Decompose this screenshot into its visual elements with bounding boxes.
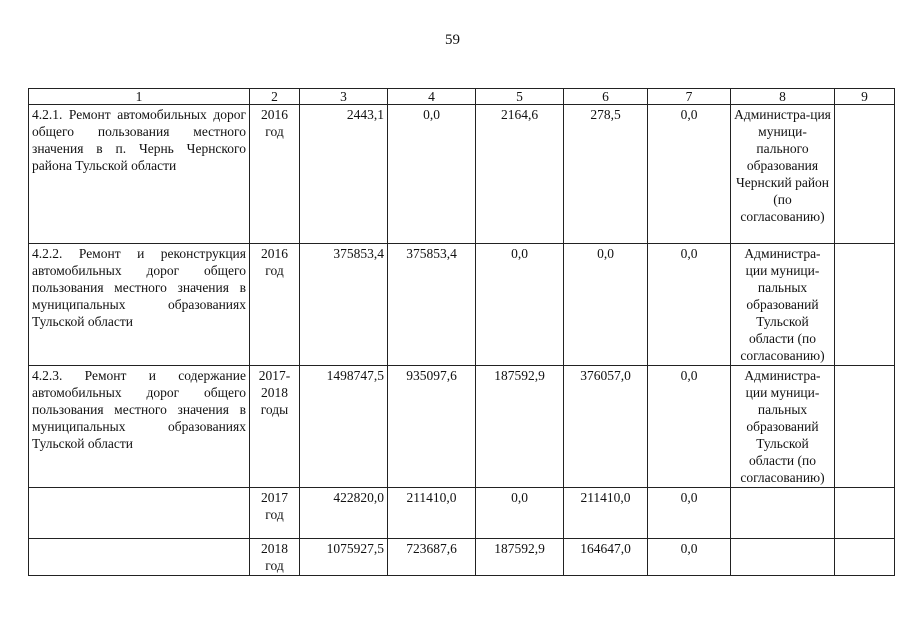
result-cell — [835, 366, 895, 488]
value-cell: 375853,4 — [388, 244, 476, 366]
period-cell: 2017 год — [250, 488, 300, 539]
header-cell: 6 — [564, 89, 648, 105]
value-cell: 935097,6 — [388, 366, 476, 488]
header-cell: 8 — [731, 89, 835, 105]
value-cell: 376057,0 — [564, 366, 648, 488]
total-cell: 422820,0 — [300, 488, 388, 539]
result-cell — [835, 488, 895, 539]
value-cell: 187592,9 — [476, 366, 564, 488]
result-cell — [835, 539, 895, 576]
value-cell: 0,0 — [648, 105, 731, 244]
value-cell: 0,0 — [388, 105, 476, 244]
executor-cell — [731, 488, 835, 539]
value-cell: 187592,9 — [476, 539, 564, 576]
value-cell: 723687,6 — [388, 539, 476, 576]
table-row — [29, 366, 895, 488]
table-row — [29, 539, 895, 576]
value-cell: 278,5 — [564, 105, 648, 244]
result-cell — [835, 244, 895, 366]
executor-cell — [731, 539, 835, 576]
value-cell: 0,0 — [648, 488, 731, 539]
header-cell: 2 — [250, 89, 300, 105]
value-cell: 0,0 — [648, 366, 731, 488]
table-row — [29, 488, 895, 539]
measure-description: 4.2.1. Ремонт автомобильных дорог общего пользования местного значения в п. Чернь Чернского района Тульской области — [29, 105, 250, 244]
value-cell: 211410,0 — [564, 488, 648, 539]
page-number: 59 — [445, 32, 460, 48]
period-cell: 2016 год — [250, 244, 300, 366]
table-row — [29, 105, 895, 244]
measure-description: 4.2.3. Ремонт и содержание автомобильных дорог общего пользования местного значения в муниципальных образованиях Тульской области — [29, 366, 250, 488]
program-table — [28, 88, 895, 576]
total-cell: 1075927,5 — [300, 539, 388, 576]
header-cell: 1 — [29, 89, 250, 105]
header-cell: 4 — [388, 89, 476, 105]
measure-description: 4.2.2. Ремонт и реконструкция автомобильных дорог общего пользования местного значения в муниципальных образованиях Тульской области — [29, 244, 250, 366]
table-row — [29, 244, 895, 366]
executor-cell: Администра-ции муници-пальных образований Тульской области (по согласованию) — [731, 244, 835, 366]
period-cell: 2016 год — [250, 105, 300, 244]
header-cell: 9 — [835, 89, 895, 105]
executor-cell: Администра-ции муници-пальных образований Тульской области (по согласованию) — [731, 366, 835, 488]
executor-cell: Администра-ция муници-пального образования Чернский район (по согласованию) — [731, 105, 835, 244]
value-cell: 0,0 — [476, 488, 564, 539]
measure-description — [29, 488, 250, 539]
header-cell: 3 — [300, 89, 388, 105]
total-cell: 2443,1 — [300, 105, 388, 244]
value-cell: 0,0 — [564, 244, 648, 366]
total-cell: 375853,4 — [300, 244, 388, 366]
value-cell: 0,0 — [476, 244, 564, 366]
result-cell — [835, 105, 895, 244]
value-cell: 164647,0 — [564, 539, 648, 576]
value-cell: 0,0 — [648, 244, 731, 366]
value-cell: 2164,6 — [476, 105, 564, 244]
period-cell: 2018 год — [250, 539, 300, 576]
table-header-row — [29, 89, 895, 105]
measure-description — [29, 539, 250, 576]
header-cell: 5 — [476, 89, 564, 105]
header-cell: 7 — [648, 89, 731, 105]
total-cell: 1498747,5 — [300, 366, 388, 488]
period-cell: 2017-2018 годы — [250, 366, 300, 488]
value-cell: 0,0 — [648, 539, 731, 576]
value-cell: 211410,0 — [388, 488, 476, 539]
